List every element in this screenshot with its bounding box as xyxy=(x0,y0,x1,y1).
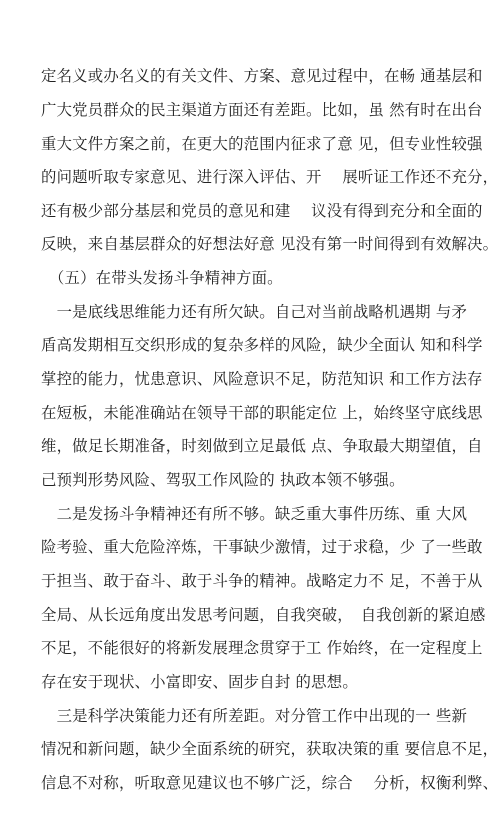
text-line: 存在安于现状、小富即安、固步自封 的思想。 xyxy=(41,673,358,691)
text-line: 定名义或办名义的有关文件、方案、意见过程中，在畅 通基层和 xyxy=(41,67,483,85)
text-line: 三是科学决策能力还有所差距。对分管工作中出现的一 些新 xyxy=(41,707,468,725)
section-heading: （五）在带头发扬斗争精神方面。 xyxy=(41,269,283,287)
text-line: 情况和新问题，缺少全面系统的研究，获取决策的重 要信息不足， xyxy=(41,740,499,758)
text-line: 盾高发期相互交织形成的复杂多样的风险，缺少全面认 知和科学 xyxy=(41,336,483,354)
text-line: 一是底线思维能力还有所欠缺。自己对当前战略机遇期 与矛 xyxy=(41,303,468,321)
text-line: 反映，来自基层群众的好想法好意 见没有第一时间得到有效解决。 xyxy=(41,235,499,253)
text-line: 二是发扬斗争精神还有所不够。缺乏重大事件历练、重 大风 xyxy=(41,505,468,523)
text-line: 全局、从长远角度出发思考问题，自我突破， 自我创新的紧迫感 xyxy=(41,606,486,624)
text-line: 于担当、敢于奋斗、敢于斗争的精神。战略定力不 足，不善于从 xyxy=(41,572,483,590)
text-line: 险考验、重大危险淬炼，干事缺少激情，过于求稳，少 了一些敢 xyxy=(41,538,483,556)
text-line: 己预判形势风险、驾驭工作风险的 执政本领不够强。 xyxy=(41,471,405,489)
text-line: 在短板，未能准确站在领导干部的职能定位 上，始终坚守底线思 xyxy=(41,404,483,422)
text-line: 信息不对称，听取意见建议也不够广泛，综合 分析，权衡利弊、 xyxy=(41,774,499,792)
text-line: 重大文件方案之前，在更大的范围内征求了意 见，但专业性较强 xyxy=(41,135,483,153)
text-line: 不足，不能很好的将新发展理念贯穿于工 作始终，在一定程度上 xyxy=(41,639,483,657)
text-line: 维，做足长期准备，时刻做到立足最低 点、争取最大期望值，自 xyxy=(41,437,483,455)
text-line: 广大党员群众的民主渠道方面还有差距。比如，虽 然有时在出台 xyxy=(41,101,483,119)
text-line: 还有极少部分基层和党员的意见和建 议没有得到充分和全面的 xyxy=(41,202,483,220)
text-line: 掌控的能力，忧患意识、风险意识不足，防范知识 和工作方法存 xyxy=(41,370,483,388)
text-line: 的问题听取专家意见、进行深入评估、开 展听证工作还不充分， xyxy=(41,168,499,186)
